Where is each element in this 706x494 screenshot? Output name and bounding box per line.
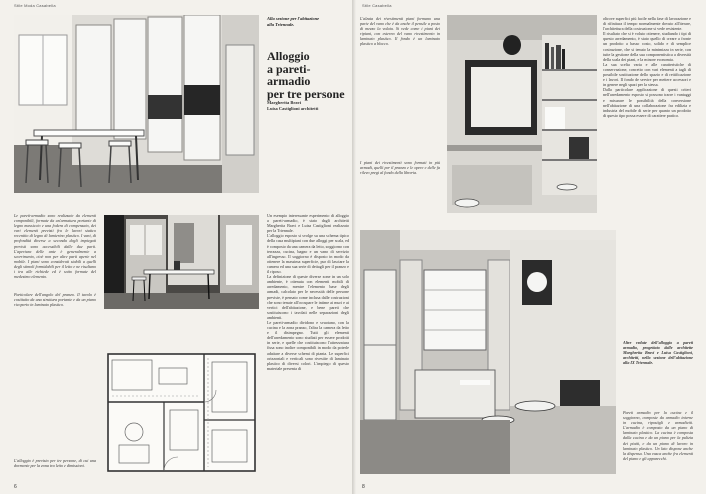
floor-plan	[104, 350, 259, 475]
photo-kitchen	[360, 230, 616, 474]
caption-other-views: Altre vedute dell'alloggio a pareti armadio, progettato dalle architette Margherita Bravi e Luisa Castiglioni, architetti, nella sezione dell'abitazione alla IX Triennale.	[623, 340, 693, 366]
running-head-left: Stile Moda Casabella	[14, 3, 56, 8]
caption-dining-corner: Particolare dell'angolo del pranzo. Il tavolo è costituito da una struttura portante e da un piano ricoperto in laminato plastico.	[14, 292, 96, 308]
article-body-text: Un esempio interessante esperimento di alloggio a pareti-armadio, è stato dagli architetti Margherita Bravi e Luisa Castiglioni realizzato per la Triennale. L'alloggio esposto si svolge su una schema tipico della casa multipiani con due alloggi per scala, ed è composto da una camera da letto, soggiorno con terrazza, cucina, bagno e un vano di servizio all'ingresso. Il soggiorno è disposto in modo da ottenere la massima superficie, pur di lasciare la camera ed una sua serie di dettagli per il pranzo e il riposo. La definizione di queste diverse zone in un solo ambiente, è ottenuta con elementi mobili di arredamento, mentre l'elemento base degli armadi, calcolato per le necessità delle persone previste, è pensato come inclusa dalle costruzioni che sono tenute all'occupare le intime ai muri e ai vertici dell'abitazione, e bene pareti che sostituiscono i tavolati nelle separazioni degli ambienti. Le pareti-armadio dividono e svuotano, con la cucina e la zona pranzo, l'altra la camera da letto e il disimpegno. Tutti gli elementi dell'arredamento sono studiati per essere prodotti in serie, e quelle che costituiscono l'attrezzatura fissa sono inoltre componibili in modo da poterle adattare a diverse schemi di pianta. Le superfici orizzontali e verticali sono rivestite di laminato plastico di diversi colori. L'impiego di questo materiale presenta di	[267, 213, 349, 371]
page-number-left: 6	[14, 484, 17, 490]
article-body-continued: oltrove superfici più facile nella fase di lavorazione e di rifinitura il tempo normalmente dovuto all'iterare, l'architettura della costruzione si vede resistente. Il risultato che si è voluto ottenere, studiando i tipi di questo arredamento, è stato quello di creare a fronte un prodotto a basso costo, solido e di semplice costruzione, che si tenuto la minimizza in serie, con tutte la gestione della sua componentistica a diversità della scala dei piani, e la minore economia. La sua scelta varia e alle caratteristiche di conservazione, concetto con vari elementi a tagli di possibile sostituzione dello spazio e di rettificazione e i lavori. Il fondo de servire per mettere accessori e in genere negli spazi per la stessa. Dalla particolare applicazione di questi criteri nell'arredamento esposto si possono trarre i vantaggi e misurare le possibilità della conversione nell'abitazione di una collaborazione fra edilizia e industria del mobile di serie per quanto un prodotto di questo tipo possa essere di carattere pratico.	[603, 16, 691, 118]
living-room-illustration	[14, 15, 259, 193]
article-kicker: Alla sezione per l'abitazione alla Triennale.	[267, 16, 320, 27]
shelving-illustration	[447, 15, 597, 213]
caption-shelving-unit: L'alzata dei rivestimenti piani formano una parte del vano che è da anche il pensile a posto di mezzo la volata. Si vede come i piani dei ripiani, con esterno del vano rivestimento in laminato plastico. Il fondo è un laminato plastico a blocco.	[360, 16, 440, 47]
caption-shelf-detail: I piani dei rivestimenti sono formati in più armadi, quelli per il pranzo e le opere e delle fa rilevo pregi al fondo della libreria.	[360, 160, 440, 176]
kitchen-illustration	[360, 230, 616, 474]
spine-gutter	[352, 0, 356, 494]
photo-dining-corner	[104, 215, 259, 309]
floor-plan-drawing	[104, 350, 259, 475]
caption-floor-plan: L'alloggio è previsto per tre persone, di cui una dormente per la zona tra letto e dimissioni.	[14, 458, 96, 469]
page-number-right: 8	[362, 484, 365, 490]
photo-shelving-unit	[447, 15, 597, 213]
running-head-right: Stile Casabella	[362, 3, 392, 8]
article-authors: Margherita Bravi Luisa Castiglioni architetti	[267, 100, 319, 111]
caption-wardrobe-walls: Le pareti-armadio sono realizzate da elementi componibili, formate da un'armatura portante di legno massiccio e una fodera di compensato, dei vari elementi previsti fra le lavori statico recentito di legno di lamierino plastico. I vani, di profondità diverse a seconda degli impiegati previsti sono accessibili dalle due parti. L'apertura delle ante è generalmente a scorrimento, cioè non per altre parti aperte nel mobile. I piani sono considerati stabili a quelli degli stimoli formidabili per il letto e ne risultano i tra alle richiede ed è sotto formate del medesimo elemento.	[14, 213, 96, 280]
photo-living-room	[14, 15, 259, 193]
article-title: Alloggio a pareti-armadio per tre persone	[267, 49, 345, 101]
caption-kitchen-walls: Pareti armadio per la cucina e il soggiorno, composte da armadio interne in cucina, ripostigli e armadietti. L'armadio è composto da un piano di laminato plastico. La cucina è composta dalla cucina e da un piano per la pulizia dei piatti, e da un piano di lavoro in laminato plastico. Un lato dispone anche la dispensa. Una vasca anche fra elementi del piano e gli apparecchi.	[623, 410, 693, 461]
dining-corner-illustration	[104, 215, 259, 309]
